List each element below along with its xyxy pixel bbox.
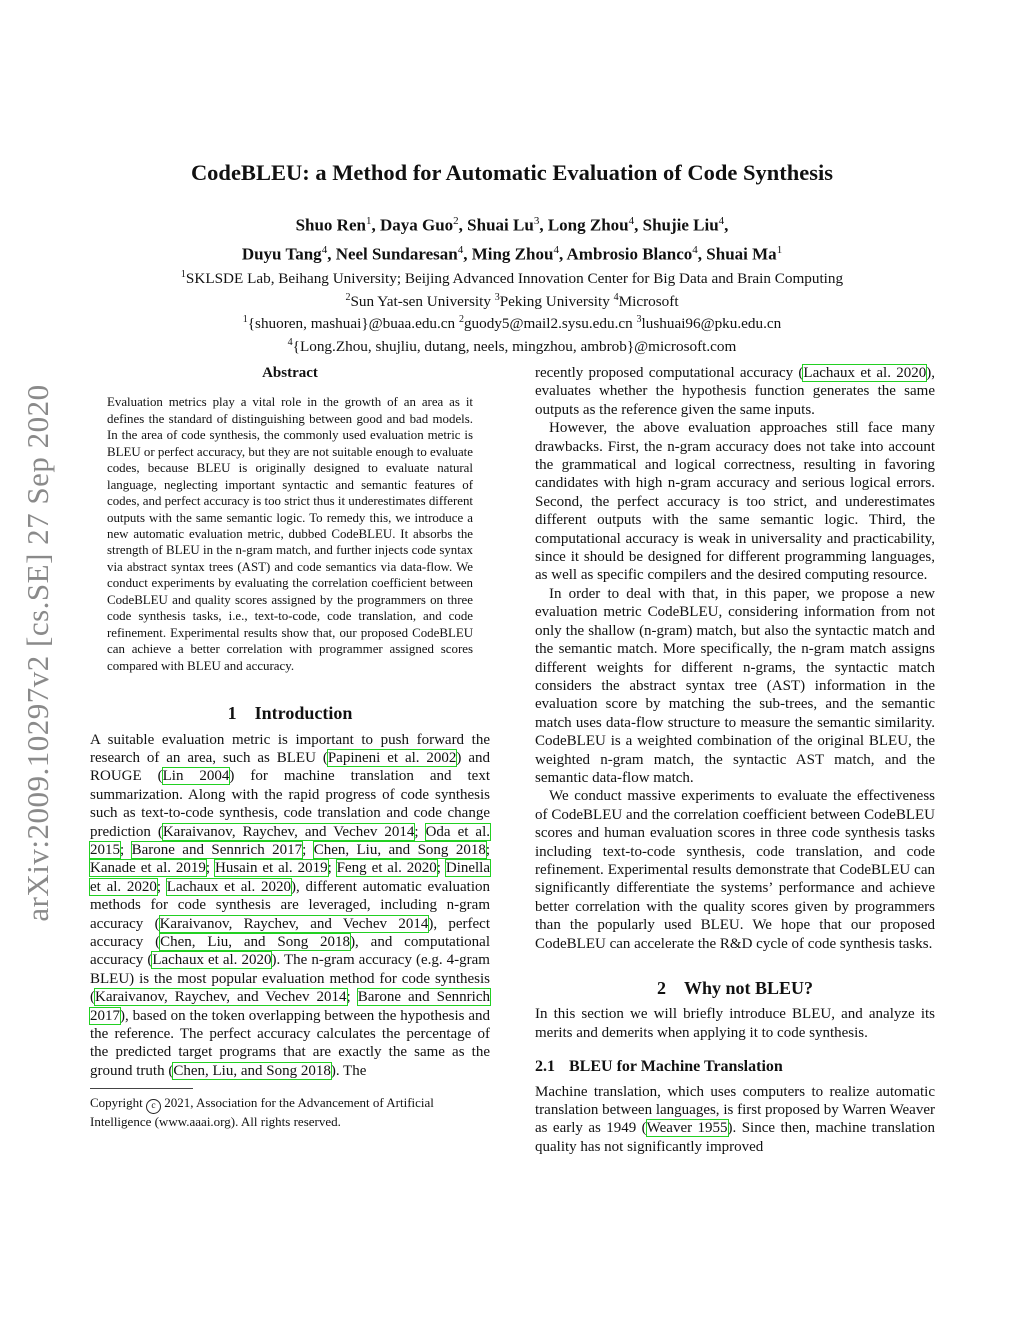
paragraph-text: ), different automatic evaluation methods for code synthesis are leveraged, including n-gram accuracy ( — [90, 878, 490, 932]
abstract-text: Evaluation metrics play a vital role in the growth of an area as it defines the standard of distinguishing between good and bad models. In the area of code synthesis, the commonly used evaluation metric is BLEU or perfect accuracy, but they are not suitable enough to evaluate codes, because BLEU is originally designed to evaluate natural language, neglecting important syntactic and semantic features of codes, and perfect accuracy is too strict thus it underestimates different outputs with the same semantic logic. To remedy this, we introduce a new automatic evaluation metric, dubbed CodeBLEU. It absorbs the strength of BLEU in the n-gram match, and further injects code syntax via abstract syntax trees (AST) and code semantics via data-flow. We conduct experiments by evaluating the correlation coefficient between CodeBLEU and quality scores assigned by the programmers on three code synthesis tasks, i.e., text-to-code, code translation, and code refinement. Experimental results show that, our proposed CodeBLEU can achieve a better correlation with programmer assigned scores compared with BLEU and accuracy. — [107, 395, 473, 673]
author-affiliation-mark: 4 — [692, 243, 698, 256]
author-affiliation-mark: 1 — [365, 215, 372, 227]
paragraph-text: ; — [156, 878, 167, 895]
citation-link[interactable]: Husain et al. 2019 — [214, 860, 328, 877]
citation-link[interactable]: Papineni et al. 2002 — [327, 749, 457, 766]
citation-link[interactable]: Kanade et al. 2019 — [90, 860, 206, 877]
author-name: Shuo Ren — [295, 215, 366, 235]
author-name: Shuai Ma — [706, 244, 777, 264]
paragraph-text: In order to deal with that, in this paper, we propose a new evaluation metric CodeBLEU, considering information from not only the shallow (n-gram) match, but also the syntactic match and the semantic match. More specifically, the n-gram match assigns different weights for different n-grams, the syntactic match considers the abstract syntax tree (AST) information in the evaluation score by matching the sub-trees, and the semantic match uses data-flow structure to measure the semantic similarity. CodeBLEU is a weighted combination of the original BLEU, the weighted n-gram match, the syntactic AST match, and the semantic data-flow match. — [535, 585, 935, 786]
citation-link[interactable]: Lachaux et al. 2020 — [152, 952, 272, 969]
citation-link[interactable]: Lachaux et al. 2020 — [803, 365, 927, 381]
paragraph-text: ), evaluates whether the hypothesis function generates the same outputs as the reference given the same inputs. — [535, 365, 935, 418]
author-name: Ambrosio Blanco — [566, 244, 693, 264]
paragraph-text: ; — [120, 841, 132, 858]
paragraph-text: ) for machine translation and text summarization. Along with the rapid progress of code synthesis such as text-to-code synthesis, code translation and code change prediction ( — [90, 768, 490, 840]
citation-link[interactable]: Karaivanov, Raychev, and Vechev 2014 — [162, 823, 415, 840]
paragraph-text: Machine translation, which uses computers to realize automatic translation between languages, is first proposed by Warren Weaver as early as 1949 ( — [535, 1083, 935, 1137]
copyright-footnote: Copyright c 2021, Association for the Advancement of Artificial Intelligence (www.aaai.org). All rights reserved. — [90, 1095, 434, 1130]
citation-link[interactable]: Weaver 1955 — [646, 1120, 728, 1137]
paragraph-text: A suitable evaluation metric is important to push forward the research of an area, such as BLEU ( — [90, 731, 490, 766]
paragraph-text: ), based on the token overlapping between the hypothesis and the reference. The perfect accuracy calculates the percentage of the predicted target programs that are exactly the same as the ground truth ( — [90, 1007, 490, 1079]
citation-link[interactable]: Chen, Liu, and Song 2018 — [313, 841, 486, 858]
author-affiliation-mark: 4 — [628, 215, 635, 227]
author-affiliation-mark: 4 — [321, 243, 328, 256]
paragraph-text: However, the above evaluation approaches still face many drawbacks. First, the n-gram accuracy does not take into account the grammatical and logical correctness, resulting in favoring candidates with high n-gram accuracy and serious logical errors. Second, the perfect accuracy is too strict, and underestimates different outputs with the same semantic logic. Third, the computational accuracy is weak in universality and practicability, since it should be designed for different programming languages, as well as specific compilers and the desired computing resource. — [535, 420, 935, 584]
introduction-paragraph — [90, 731, 490, 1081]
paragraph-text: ; — [302, 841, 314, 858]
paragraph-text: ), and computational accuracy ( — [90, 933, 490, 969]
citation-link[interactable]: Lin 2004 — [162, 768, 230, 785]
section-2-paragraph — [535, 1005, 935, 1042]
citation-link[interactable]: Lachaux et al. 2020 — [166, 878, 292, 895]
right-paragraph-1 — [535, 364, 935, 419]
paragraph-text: ; — [436, 860, 446, 877]
author-affiliation-mark: 4 — [718, 215, 725, 227]
citation-link[interactable]: Chen, Liu, and Song 2018 — [173, 1062, 331, 1079]
paragraph-text: ), perfect accuracy ( — [90, 915, 491, 950]
author-name: Long Zhou — [547, 215, 629, 235]
paragraph-text: We conduct massive experiments to evaluate the effectiveness of CodeBLEU and the correlation coefficient between CodeBLEU scores and human evaluation scores in three code synthesis tasks including text-to-code synthesis, code translation, and code refinement. Experimental results demonstrate that CodeBLEU can significantly differentiate the systems’ performance and achieve better correlation with the quality scores given by programmers than the popularly used BLEU. We hope that our proposed CodeBLEU can accelerate the R&D cycle of code synthesis tasks. — [535, 788, 935, 952]
right-paragraph-2 — [535, 419, 935, 585]
section-2-1-paragraph — [535, 1083, 935, 1157]
author-name: Daya Guo — [379, 215, 454, 235]
left-column — [90, 364, 490, 1131]
author-affiliation-mark: 3 — [533, 215, 540, 227]
affiliation-line-1: $^1$SKLSDE Lab, Beihang University; Beijing Advanced Innovation Center for Big Data and Brain Computing — [180, 269, 844, 288]
email-line-1: $^1${shuoren, mashuai}@buaa.edu.cn $^2$guody5@mail2.sysu.edu.cn $^3$lushuai96@pku.edu.cn — [242, 314, 782, 333]
paragraph-text: ; — [485, 841, 490, 858]
footnote-rule — [90, 1088, 193, 1089]
paragraph-text: recently proposed computational accuracy ( — [535, 365, 804, 381]
citation-link[interactable]: Chen, Liu, and Song 2018 — [160, 933, 351, 950]
copyright-symbol: c — [146, 1099, 161, 1114]
introduction-heading: 1 Introduction — [227, 703, 353, 724]
author-affiliation-mark: 4 — [553, 243, 559, 256]
paragraph-text: ; — [346, 989, 358, 1006]
citation-link[interactable]: Barone and Sennrich 2017 — [90, 989, 490, 1024]
author-name: Ming Zhou — [471, 244, 554, 264]
paragraph-text: ; — [414, 823, 426, 840]
author-name: Neel Sundaresan — [335, 244, 458, 264]
citation-link[interactable]: Karaivanov, Raychev, and Vechev 2014 — [95, 989, 347, 1006]
paragraph-text: ). Since then, machine translation quality has not significantly improved — [535, 1120, 935, 1155]
right-column — [535, 364, 935, 1156]
author-affiliation-mark: 2 — [453, 215, 459, 227]
section-2-heading: 2 Why not BLEU? — [656, 978, 814, 998]
arxiv-identifier-stamp — [14, 360, 62, 945]
citation-link[interactable]: Oda et al. 2015 — [90, 823, 491, 858]
section-2-1-heading: 2.1 BLEU for Machine Translation — [535, 1058, 783, 1076]
citation-link[interactable]: Karaivanov, Raychev, and Vechev 2014 — [159, 915, 429, 932]
paragraph-text: ) and ROUGE ( — [90, 749, 490, 785]
paragraph-text: In this section we will briefly introduce BLEU, and analyze its merits and demerits when applying it to code synthesis. — [535, 1006, 935, 1041]
paragraph-text: ). The — [330, 1062, 367, 1079]
author-name: Shujie Liu — [642, 215, 719, 235]
citation-link[interactable]: Barone and Sennrich 2017 — [131, 841, 303, 858]
author-name: Duyu Tang — [241, 244, 322, 264]
abstract-heading: Abstract — [262, 365, 318, 381]
paragraph-text: ). The n-gram accuracy (e.g. 4-gram BLEU) is the most popular evaluation method for code synthesis ( — [90, 952, 490, 1006]
author-line-1: Shuo Ren$^1$, Daya Guo$^2$, Shuai Lu$^3$, Long Zhou$^4$, Shujie Liu$^4$, — [295, 215, 729, 235]
author-name: Shuai Lu — [467, 215, 534, 235]
citation-link[interactable]: Dinella et al. 2020 — [90, 860, 491, 895]
right-paragraph-4 — [535, 787, 935, 953]
affiliation-line-2: $^2$Sun Yat-sen University $^3$Peking University $^4$Microsoft — [345, 291, 679, 310]
author-block — [0, 209, 1024, 357]
paper-title: CodeBLEU: a Method for Automatic Evaluation of Code Synthesis — [190, 160, 834, 185]
author-line-2: Duyu Tang$^4$, Neel Sundaresan$^4$, Ming Zhou$^4$, Ambrosio Blanco$^4$, Shuai Ma$^1$ — [241, 243, 783, 264]
paragraph-text: ; — [327, 860, 337, 877]
paragraph-text: ; — [205, 860, 215, 877]
email-line-2: $^4${Long.Zhou, shujliu, dutang, neels, mingzhou, ambrob}@microsoft.com — [287, 337, 737, 356]
author-affiliation-mark: 1 — [776, 243, 783, 256]
arxiv-id-text: arXiv:2009.10297v2 [cs.SE] 27 Sep 2020 — [20, 383, 55, 922]
right-paragraph-3 — [535, 585, 935, 787]
author-affiliation-mark: 4 — [457, 243, 464, 256]
citation-link[interactable]: Feng et al. 2020 — [336, 860, 437, 877]
